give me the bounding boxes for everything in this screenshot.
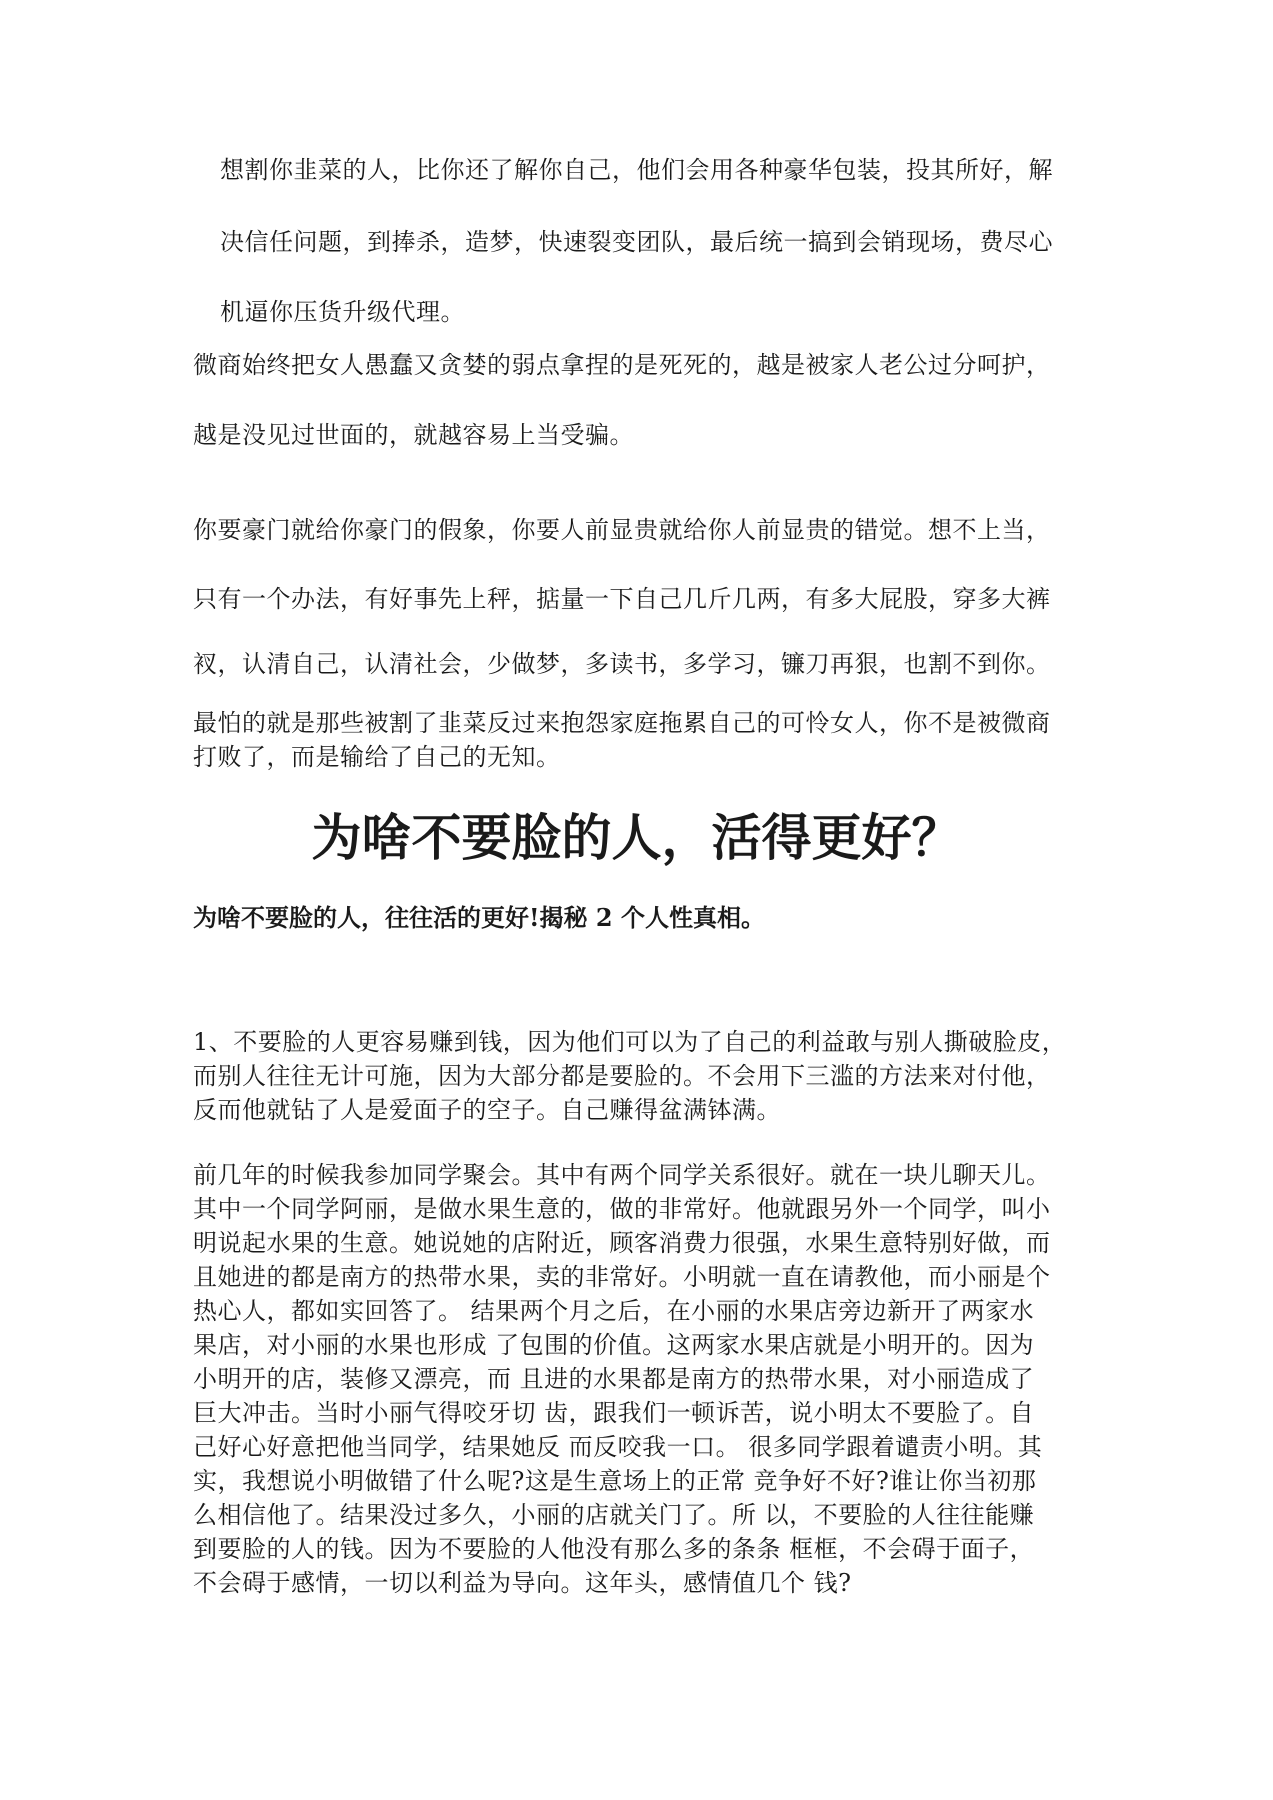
- text-line: 巨大冲击。当时小丽气得咬牙切 齿，跟我们一顿诉苦，说小明太不要脸了。自: [193, 1399, 1035, 1427]
- text-line: 其中一个同学阿丽，是做水果生意的，做的非常好。他就跟另外一个同学，叫小: [193, 1195, 1051, 1223]
- text-line: 小明开的店，装修又漂亮，而 且进的水果都是南方的热带水果，对小丽造成了: [193, 1365, 1035, 1393]
- text-line: 实，我想说小明做错了什么呢?这是生意场上的正常 竞争好不好?谁让你当初那: [193, 1467, 1037, 1495]
- text-line: 微商始终把女人愚蠢又贪婪的弱点拿捏的是死死的，越是被家人老公过分呵护，: [193, 351, 1051, 379]
- text-line: 你要豪门就给你豪门的假象，你要人前显贵就给你人前显贵的错觉。想不上当，: [193, 516, 1051, 544]
- text-line: 最怕的就是那些被割了韭菜反过来抱怨家庭拖累自己的可怜女人，你不是被微商: [193, 709, 1051, 737]
- page-title: 为啥不要脸的人，活得更好？: [311, 808, 962, 867]
- text-line: 机逼你压货升级代理。: [220, 298, 465, 326]
- text-line: 越是没见过世面的，就越容易上当受骗。: [193, 421, 634, 449]
- text-line: 么相信他了。结果没过多久，小丽的店就关门了。所 以，不要脸的人往往能赚: [193, 1501, 1035, 1529]
- text-line: 1、不要脸的人更容易赚到钱，因为他们可以为了自己的利益敢与别人撕破脸皮，: [193, 1028, 1067, 1056]
- text-line: 想割你韭菜的人，比你还了解你自己，他们会用各种豪华包装，投其所好，解: [220, 156, 1053, 184]
- text-line: 且她进的都是南方的热带水果，卖的非常好。小明就一直在请教他，而小丽是个: [193, 1263, 1051, 1291]
- text-line: 到要脸的人的钱。因为不要脸的人他没有那么多的条条 框框，不会碍于面子，: [193, 1535, 1035, 1563]
- text-line: 热心人，都如实回答了。 结果两个月之后，在小丽的水果店旁边新开了两家水: [193, 1297, 1035, 1325]
- text-line: 明说起水果的生意。她说她的店附近，顾客消费力很强，水果生意特别好做，而: [193, 1229, 1051, 1257]
- text-line: 己好心好意把他当同学，结果她反 而反咬我一口。 很多同学跟着谴责小明。其: [193, 1433, 1043, 1461]
- text-line: 不会碍于感情，一切以利益为导向。这年头，感情值几个 钱?: [193, 1569, 852, 1597]
- text-line: 打败了，而是输给了自己的无知。: [193, 743, 561, 771]
- text-line: 决信任问题，到捧杀，造梦，快速裂变团队，最后统一搞到会销现场，费尽心: [220, 228, 1053, 256]
- text-line: 而别人往往无计可施，因为大部分都是要脸的。不会用下三滥的方法来对付他，: [193, 1062, 1051, 1090]
- text-line: 只有一个办法，有好事先上秤，掂量一下自己几斤几两，有多大屁股，穿多大裤: [193, 585, 1051, 613]
- text-line: 衩，认清自己，认清社会，少做梦，多读书，多学习，镰刀再狠，也割不到你。: [193, 650, 1051, 678]
- text-line: 果店，对小丽的水果也形成 了包围的价值。这两家水果店就是小明开的。因为: [193, 1331, 1035, 1359]
- text-line: 前几年的时候我参加同学聚会。其中有两个同学关系很好。就在一块儿聊天儿。: [193, 1161, 1051, 1189]
- text-line: 反而他就钻了人是爱面子的空子。自己赚得盆满钵满。: [193, 1096, 781, 1124]
- subtitle: 为啥不要脸的人，往往活的更好!揭秘 2 个人性真相。: [193, 903, 765, 932]
